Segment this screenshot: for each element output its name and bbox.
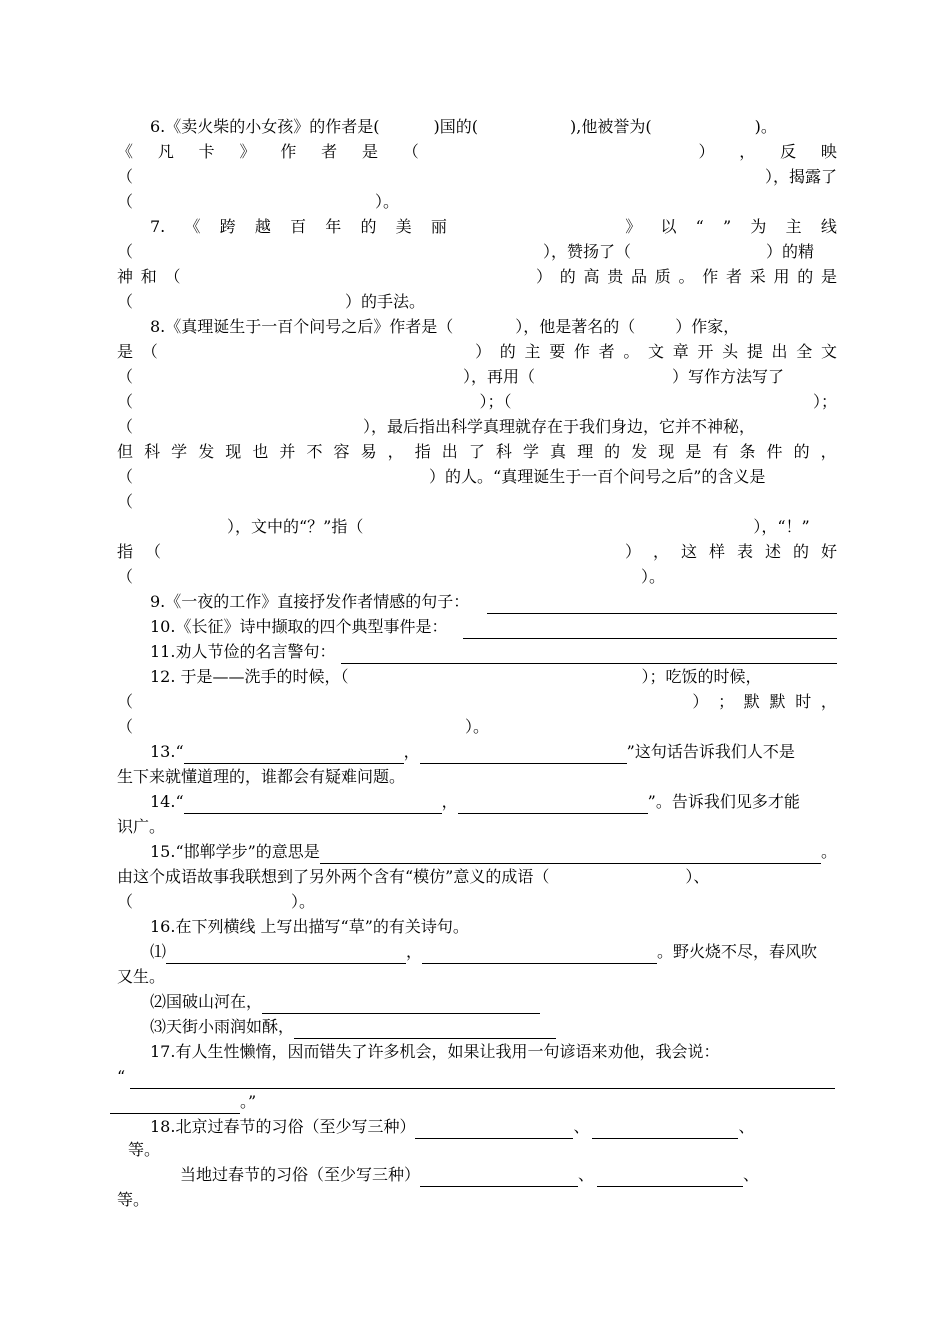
q14-blank-2[interactable] — [458, 795, 648, 814]
q8-line-1: 8.《真理诞生于一百个问号之后》作者是（ ），他是著名的（ ）作家， — [150, 317, 740, 336]
q18-line-3: 当地过春节的习俗（至少写三种） 、 、 — [180, 1163, 837, 1187]
q16-blank-3[interactable] — [262, 995, 540, 1014]
q18-local-blank-1[interactable] — [420, 1168, 578, 1187]
q12-line-1: 12. 于是——洗手的时候，（ ）；吃饭的时候， — [150, 667, 762, 686]
q12-line-2: （ ） ； 默 默 时 ， — [117, 692, 837, 711]
q8-line-3: （ ），再用（ ）写作方法写了 — [117, 367, 785, 386]
q16-line-4: ⑵国破山河在， — [150, 990, 837, 1014]
q18-line-4: 等。 — [117, 1190, 150, 1209]
q15-line-3: （ ）。 — [117, 892, 316, 911]
q16-blank-2[interactable] — [422, 945, 657, 964]
q7-line-4: （ ）的手法。 — [117, 292, 426, 311]
q17-blank-1[interactable] — [130, 1070, 835, 1089]
q16-blank-4[interactable] — [294, 1020, 556, 1039]
q18-line-2: 等。 — [128, 1140, 161, 1159]
q8-line-11: （ ）。 — [117, 567, 666, 586]
q15-line-1: 15.“邯郸学步”的意思是 。 — [150, 840, 837, 864]
q17-line-2: “ — [117, 1065, 835, 1089]
q11-line: 11.劝人节俭的名言警句： — [150, 640, 837, 664]
q8-line-6: 但 科 学 发 现 也 并 不 容 易 ， 指 出 了 科 学 真 理 的 发 现 是 有 条 件 的 ， — [117, 442, 837, 461]
q6-line-1: 6.《卖火柴的小女孩》的作者是( )国的( ),他被誉为( )。 — [150, 117, 777, 136]
q7-line-2: （ ），赞扬了（ ）的精 — [117, 242, 815, 261]
q9-line: 9.《一夜的工作》直接抒发作者情感的句子： — [150, 590, 837, 614]
q14-line-1: 14.“ ， ”。告诉我们见多才能 — [150, 790, 837, 814]
q8-line-5: （ ），最后指出科学真理就存在于我们身边，它并不神秘， — [117, 417, 756, 436]
q13-blank-1[interactable] — [184, 745, 404, 764]
q11-answer-blank[interactable] — [341, 645, 837, 664]
q10-line: 10.《长征》诗中撷取的四个典型事件是： — [150, 615, 837, 639]
q15-line-2: 由这个成语故事我联想到了另外两个含有“模仿”意义的成语（ ）、 — [117, 867, 710, 886]
q6-line-3: （ ），揭露了 — [117, 167, 837, 186]
q16-line-5: ⑶天街小雨润如酥， — [150, 1015, 837, 1039]
q17-line-3: 。” — [110, 1090, 830, 1114]
q18-beijing-blank-1[interactable] — [415, 1120, 573, 1139]
q15-meaning-blank[interactable] — [320, 845, 821, 864]
q10-answer-blank[interactable] — [463, 620, 837, 639]
q7-line-3: 神 和 （ ） 的 高 贵 品 质 。 作 者 采 用 的 是 — [117, 267, 837, 286]
q6-line-2: 《 凡 卡 》 作 者 是 （ ） ， 反 映 — [117, 142, 837, 161]
q8-line-4: （ ）；（ ）； — [117, 392, 837, 411]
q12-line-3: （ ）。 — [117, 717, 490, 736]
q18-line-1: 18.北京过春节的习俗（至少写三种） 、 、 — [150, 1115, 837, 1139]
q14-line-2: 识广。 — [117, 817, 166, 836]
q6-line-4: （ ）。 — [117, 192, 400, 211]
q13-line-1: 13.“ ， ”这句话告诉我们人不是 — [150, 740, 837, 764]
q16-line-3: 又生。 — [117, 967, 166, 986]
q18-local-blank-2[interactable] — [597, 1168, 743, 1187]
q18-beijing-blank-2[interactable] — [592, 1120, 738, 1139]
q17-blank-2[interactable] — [110, 1095, 240, 1114]
q9-answer-blank[interactable] — [487, 595, 837, 614]
q13-line-2: 生下来就懂道理的，谁都会有疑难问题。 — [117, 767, 406, 786]
q17-line-1: 17.有人生性懒惰，因而错失了许多机会，如果让我用一句谚语来劝他，我会说： — [150, 1042, 720, 1061]
q8-line-10: 指 （ ） ， 这 样 表 述 的 好 — [117, 542, 837, 561]
q8-line-7: （ ）的人。“真理诞生于一百个问号之后”的含义是 — [117, 467, 766, 486]
q14-blank-1[interactable] — [184, 795, 442, 814]
q8-line-8: （ — [117, 492, 134, 511]
q16-blank-1[interactable] — [166, 945, 406, 964]
q16-line-1: 16.在下列横线 上写出描写“草”的有关诗句。 — [150, 917, 469, 936]
q13-blank-2[interactable] — [420, 745, 627, 764]
q7-line-1: 7. 《 跨 越 百 年 的 美 丽 》 以 “ ” 为 主 线 — [150, 217, 837, 236]
q8-line-2: 是 （ ） 的 主 要 作 者 。 文 章 开 头 提 出 全 文 — [117, 342, 837, 361]
q16-line-2: ⑴ ， 。野火烧不尽，春风吹 — [150, 940, 837, 964]
q8-line-9: ），文中的“？”指（ ），“！” — [227, 517, 810, 536]
